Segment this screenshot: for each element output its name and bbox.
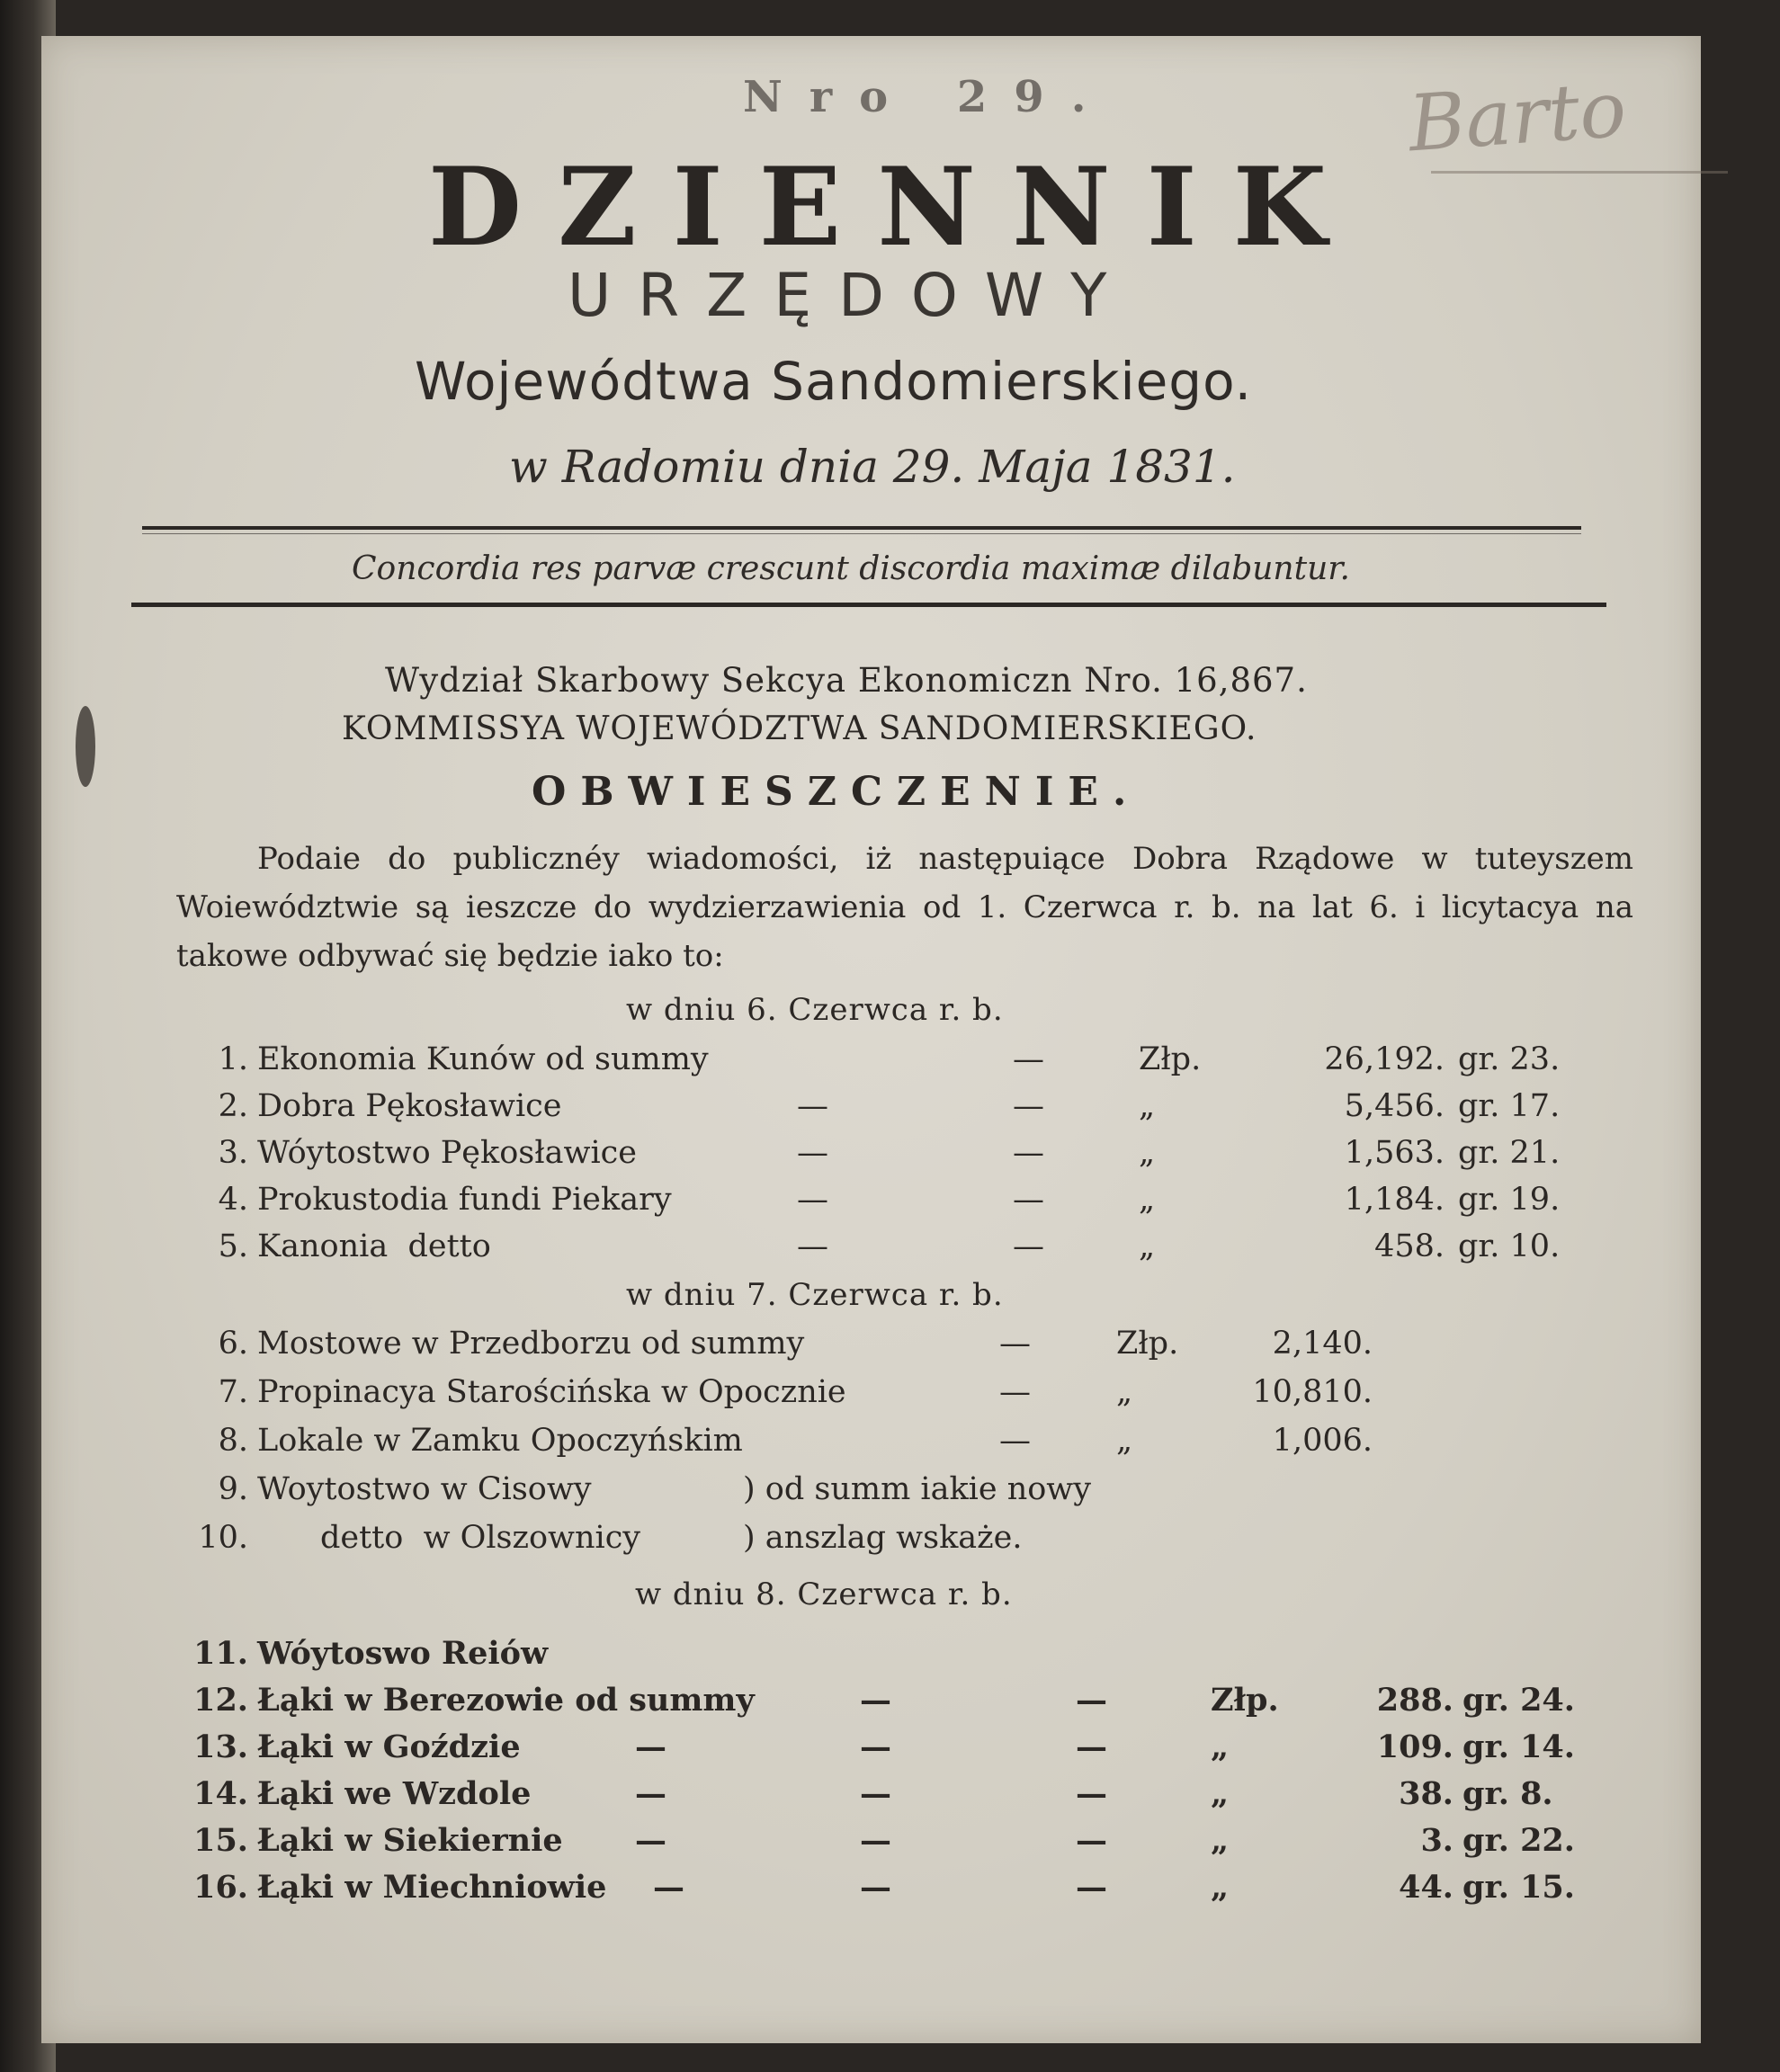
item-dash: — xyxy=(860,1822,891,1859)
commission-line: KOMMISSYA WOJEWÓDZTWA SANDOMIERSKIEGO. xyxy=(342,710,1257,747)
item-groszy: gr. 10. xyxy=(1458,1228,1561,1264)
item-dash: — xyxy=(1076,1728,1107,1765)
item-dash: — xyxy=(1076,1775,1107,1812)
item-amount: 5,456. xyxy=(1344,1088,1445,1124)
item-dash: — xyxy=(635,1822,666,1859)
item-dash: — xyxy=(999,1326,1031,1362)
item-dash: — xyxy=(860,1869,891,1906)
item-unit: „ xyxy=(1211,1728,1230,1765)
item-amount: 288. xyxy=(1376,1682,1454,1719)
item-number: 13. xyxy=(193,1728,248,1765)
motto: Concordia res parvæ crescunt discordia maximæ dilabuntur. xyxy=(352,550,1350,587)
item-groszy: gr. 22. xyxy=(1462,1822,1575,1859)
top-rule-thin xyxy=(142,533,1581,534)
item-number: 8. xyxy=(218,1423,248,1459)
item-dash: — xyxy=(797,1088,828,1124)
list-item xyxy=(176,1471,1579,1514)
list-item xyxy=(176,1635,1579,1678)
item-dash: — xyxy=(1076,1869,1107,1906)
masthead-subtitle: URZĘDOWY xyxy=(568,261,1134,330)
item-number: 6. xyxy=(218,1326,248,1362)
bracket-note: ) anszlag wskaże. xyxy=(743,1520,1023,1556)
item-dash: — xyxy=(1076,1682,1107,1719)
list-item xyxy=(176,1682,1579,1725)
list-item xyxy=(176,1228,1579,1272)
item-number: 7. xyxy=(218,1374,248,1410)
item-name: Mostowe w Przedborzu od summy xyxy=(257,1326,805,1362)
item-dash: — xyxy=(860,1728,891,1765)
item-dash: — xyxy=(860,1682,891,1719)
item-number: 1. xyxy=(218,1041,248,1077)
list-item xyxy=(176,1423,1579,1466)
item-unit: „ xyxy=(1139,1182,1156,1218)
item-dash: — xyxy=(653,1869,684,1906)
issue-number: Nro 29. xyxy=(743,72,1114,122)
list-item xyxy=(176,1135,1579,1178)
item-amount: 10,810. xyxy=(1252,1374,1373,1410)
notice-paragraph: Podaie do publicznéy wiadomości, iż następuiące Dobra Rządowe w tuteyszem Woiewództwie są ieszcze do wydzierzawienia od 1. Czerwca r. b. na lat 6. i licytacya na takowe odbywać się będzie iako to: xyxy=(176,841,1633,974)
item-dash: — xyxy=(1013,1041,1044,1077)
item-unit: Złp. xyxy=(1211,1682,1279,1719)
item-unit: „ xyxy=(1139,1135,1156,1171)
notice-heading: OBWIESZCZENIE. xyxy=(532,769,1141,815)
item-number: 4. xyxy=(218,1182,248,1218)
item-dash: — xyxy=(1013,1135,1044,1171)
item-groszy: gr. 19. xyxy=(1458,1182,1561,1218)
bracket-note: ) od summ iakie nowy xyxy=(743,1471,1092,1507)
item-amount: 2,140. xyxy=(1272,1326,1373,1362)
list-item xyxy=(176,1326,1579,1369)
item-name: Dobra Pękosławice xyxy=(257,1088,562,1124)
item-unit: Złp. xyxy=(1116,1326,1179,1362)
item-dash: — xyxy=(1013,1088,1044,1124)
masthead-title: DZIENNIK xyxy=(428,144,1364,271)
list-item xyxy=(176,1869,1579,1912)
item-name: Propinacya Starościńska w Opocznie xyxy=(257,1374,846,1410)
item-groszy: gr. 8. xyxy=(1462,1775,1553,1812)
item-name: Łąki w Berezowie od summy xyxy=(257,1682,755,1719)
handwritten-signature: Barto xyxy=(1405,64,1630,170)
document-page xyxy=(41,36,1701,2043)
signature-underline xyxy=(1431,171,1728,174)
day-heading: w dniu 7. Czerwca r. b. xyxy=(626,1277,1004,1313)
item-number: 16. xyxy=(193,1869,248,1906)
item-dash: — xyxy=(860,1775,891,1812)
item-dash: — xyxy=(999,1374,1031,1410)
item-amount: 38. xyxy=(1399,1775,1454,1812)
bottom-rule xyxy=(131,603,1606,607)
item-unit: „ xyxy=(1139,1228,1156,1264)
item-number: 11. xyxy=(193,1635,248,1672)
item-name: Wóytoswo Reiów xyxy=(257,1635,549,1672)
item-dash: — xyxy=(1013,1228,1044,1264)
item-amount: 1,184. xyxy=(1344,1182,1445,1218)
item-dash: — xyxy=(797,1135,828,1171)
masthead-voivodeship: Wojewódtwa Sandomierskiego. xyxy=(415,351,1253,412)
item-dash: — xyxy=(999,1423,1031,1459)
item-dash: — xyxy=(797,1228,828,1264)
item-dash: — xyxy=(797,1182,828,1218)
item-dash: — xyxy=(1013,1182,1044,1218)
item-groszy: gr. 23. xyxy=(1458,1041,1561,1077)
item-unit: „ xyxy=(1116,1374,1133,1410)
item-amount: 458. xyxy=(1374,1228,1445,1264)
item-number: 12. xyxy=(193,1682,248,1719)
item-name: Lokale w Zamku Opoczyńskim xyxy=(257,1423,743,1459)
day-heading: w dniu 8. Czerwca r. b. xyxy=(635,1576,1013,1612)
item-groszy: gr. 21. xyxy=(1458,1135,1561,1171)
item-number: 9. xyxy=(218,1471,248,1507)
item-dash: — xyxy=(1076,1822,1107,1859)
item-amount: 26,192. xyxy=(1324,1041,1445,1077)
item-amount: 1,006. xyxy=(1272,1423,1373,1459)
item-amount: 109. xyxy=(1376,1728,1454,1765)
item-number: 15. xyxy=(193,1822,248,1859)
list-item xyxy=(176,1728,1579,1772)
item-unit: Złp. xyxy=(1139,1041,1202,1077)
item-dash: — xyxy=(635,1775,666,1812)
item-number: 2. xyxy=(218,1088,248,1124)
item-dash: — xyxy=(635,1728,666,1765)
ink-stain xyxy=(76,706,95,787)
issue-date: w Radomiu dnia 29. Maja 1831. xyxy=(509,441,1236,493)
list-item xyxy=(176,1822,1579,1865)
item-name: Wóytostwo Pękosławice xyxy=(257,1135,637,1171)
item-name: Łąki w Goździe xyxy=(257,1728,521,1765)
item-unit: „ xyxy=(1211,1822,1230,1859)
item-amount: 44. xyxy=(1399,1869,1454,1906)
day-heading: w dniu 6. Czerwca r. b. xyxy=(626,992,1004,1028)
list-item xyxy=(176,1041,1579,1085)
item-amount: 3. xyxy=(1420,1822,1454,1859)
item-name: Kanonia detto xyxy=(257,1228,491,1264)
list-item xyxy=(176,1775,1579,1818)
item-groszy: gr. 15. xyxy=(1462,1869,1575,1906)
item-number: 14. xyxy=(193,1775,248,1812)
department-line: Wydział Skarbowy Sekcya Ekonomiczn Nro. 16,867. xyxy=(385,661,1308,700)
item-unit: „ xyxy=(1116,1423,1133,1459)
item-name: Łąki w Miechniowie xyxy=(257,1869,607,1906)
item-number: 5. xyxy=(218,1228,248,1264)
item-name: detto w Olszownicy xyxy=(320,1520,641,1556)
item-name: Łąki we Wzdole xyxy=(257,1775,532,1812)
list-item xyxy=(176,1520,1579,1563)
item-amount: 1,563. xyxy=(1344,1135,1445,1171)
list-item xyxy=(176,1088,1579,1131)
item-unit: „ xyxy=(1139,1088,1156,1124)
item-name: Ekonomia Kunów od summy xyxy=(257,1041,709,1077)
item-unit: „ xyxy=(1211,1869,1230,1906)
item-groszy: gr. 14. xyxy=(1462,1728,1575,1765)
top-rule xyxy=(142,526,1581,530)
list-item xyxy=(176,1182,1579,1225)
item-groszy: gr. 17. xyxy=(1458,1088,1561,1124)
item-name: Woytostwo w Cisowy xyxy=(257,1471,592,1507)
item-groszy: gr. 24. xyxy=(1462,1682,1575,1719)
item-name: Prokustodia fundi Piekary xyxy=(257,1182,672,1218)
item-number: 3. xyxy=(218,1135,248,1171)
list-item xyxy=(176,1374,1579,1417)
item-name: Łąki w Siekiernie xyxy=(257,1822,563,1859)
item-number: 10. xyxy=(198,1520,248,1556)
item-unit: „ xyxy=(1211,1775,1230,1812)
